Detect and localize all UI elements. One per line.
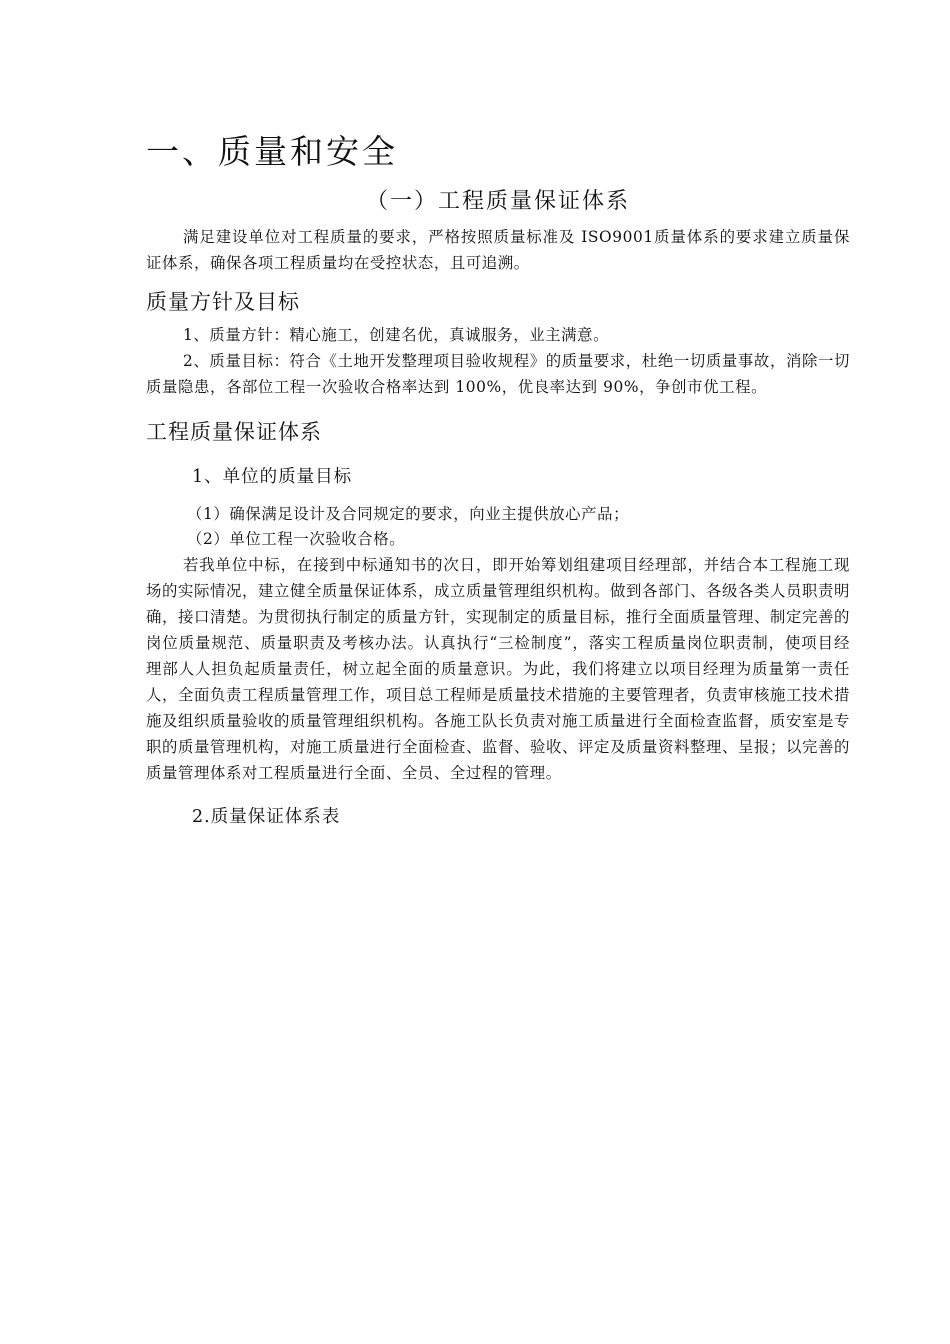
goal-item: 2、质量目标：符合《土地开发整理项目验收规程》的质量要求，杜绝一切质量事故，消除一切质量隐患，各部位工程一次验收合格率达到 100%，优良率达到 90%，争创市优工程。 [146,352,850,396]
document-content [146,128,850,842]
subsection-heading-unit-goal: 1、单位的质量目标 [192,467,353,487]
policy-item: 1、质量方针：精心施工，创建名优，真诚服务，业主满意。 [183,326,610,344]
unit-goal-item: （2）单位工程一次验收合格。 [187,530,406,548]
intro-paragraph: 满足建设单位对工程质量的要求，严格按照质量标准及 ISO9001质量体系的要求建立质量保证体系，确保各项工程质量均在受控状态，且可追溯。 [146,228,850,272]
section-heading-system: 工程质量保证体系 [146,420,322,444]
unit-goal-item: （1）确保满足设计及合同规定的要求，向业主提供放心产品； [187,505,630,523]
document-title: 一、质量和安全 [146,132,398,171]
document-subtitle: （一）工程质量保证体系 [365,189,630,214]
system-body-paragraph: 若我单位中标，在接到中标通知书的次日，即开始筹划组建项目经理部，并结合本工程施工现场的实际情况，建立健全质量保证体系，成立质量管理组织机构。做到各部门、各级各类人员职责明确，接口清楚。为贯彻执行制定的质量方针，实现制定的质量目标，推行全面质量管理、制定完善的岗位质量规范、质量职责及考核办法。认真执行“三检制度”，落实工程质量岗位职责制，使项目经理部人人担负起质量责任，树立起全面的质量意识。为此，我们将建立以项目经理为质量第一责任人，全面负责工程质量管理工作，项目总工程师是质量技术措施的主要管理者，负责审核施工技术措施及组织质量验收的质量管理组织机构。各施工队长负责对施工质量进行全面检查监督，质安室是专职的质量管理机构，对施工质量进行全面检查、监督、验收、评定及质量资料整理、呈报；以完善的质量管理体系对工程质量进行全面、全员、全过程的管理。 [146,556,850,782]
subsection-heading-system-table: 2.质量保证体系表 [192,807,341,827]
section-heading-policy: 质量方针及目标 [146,290,300,314]
